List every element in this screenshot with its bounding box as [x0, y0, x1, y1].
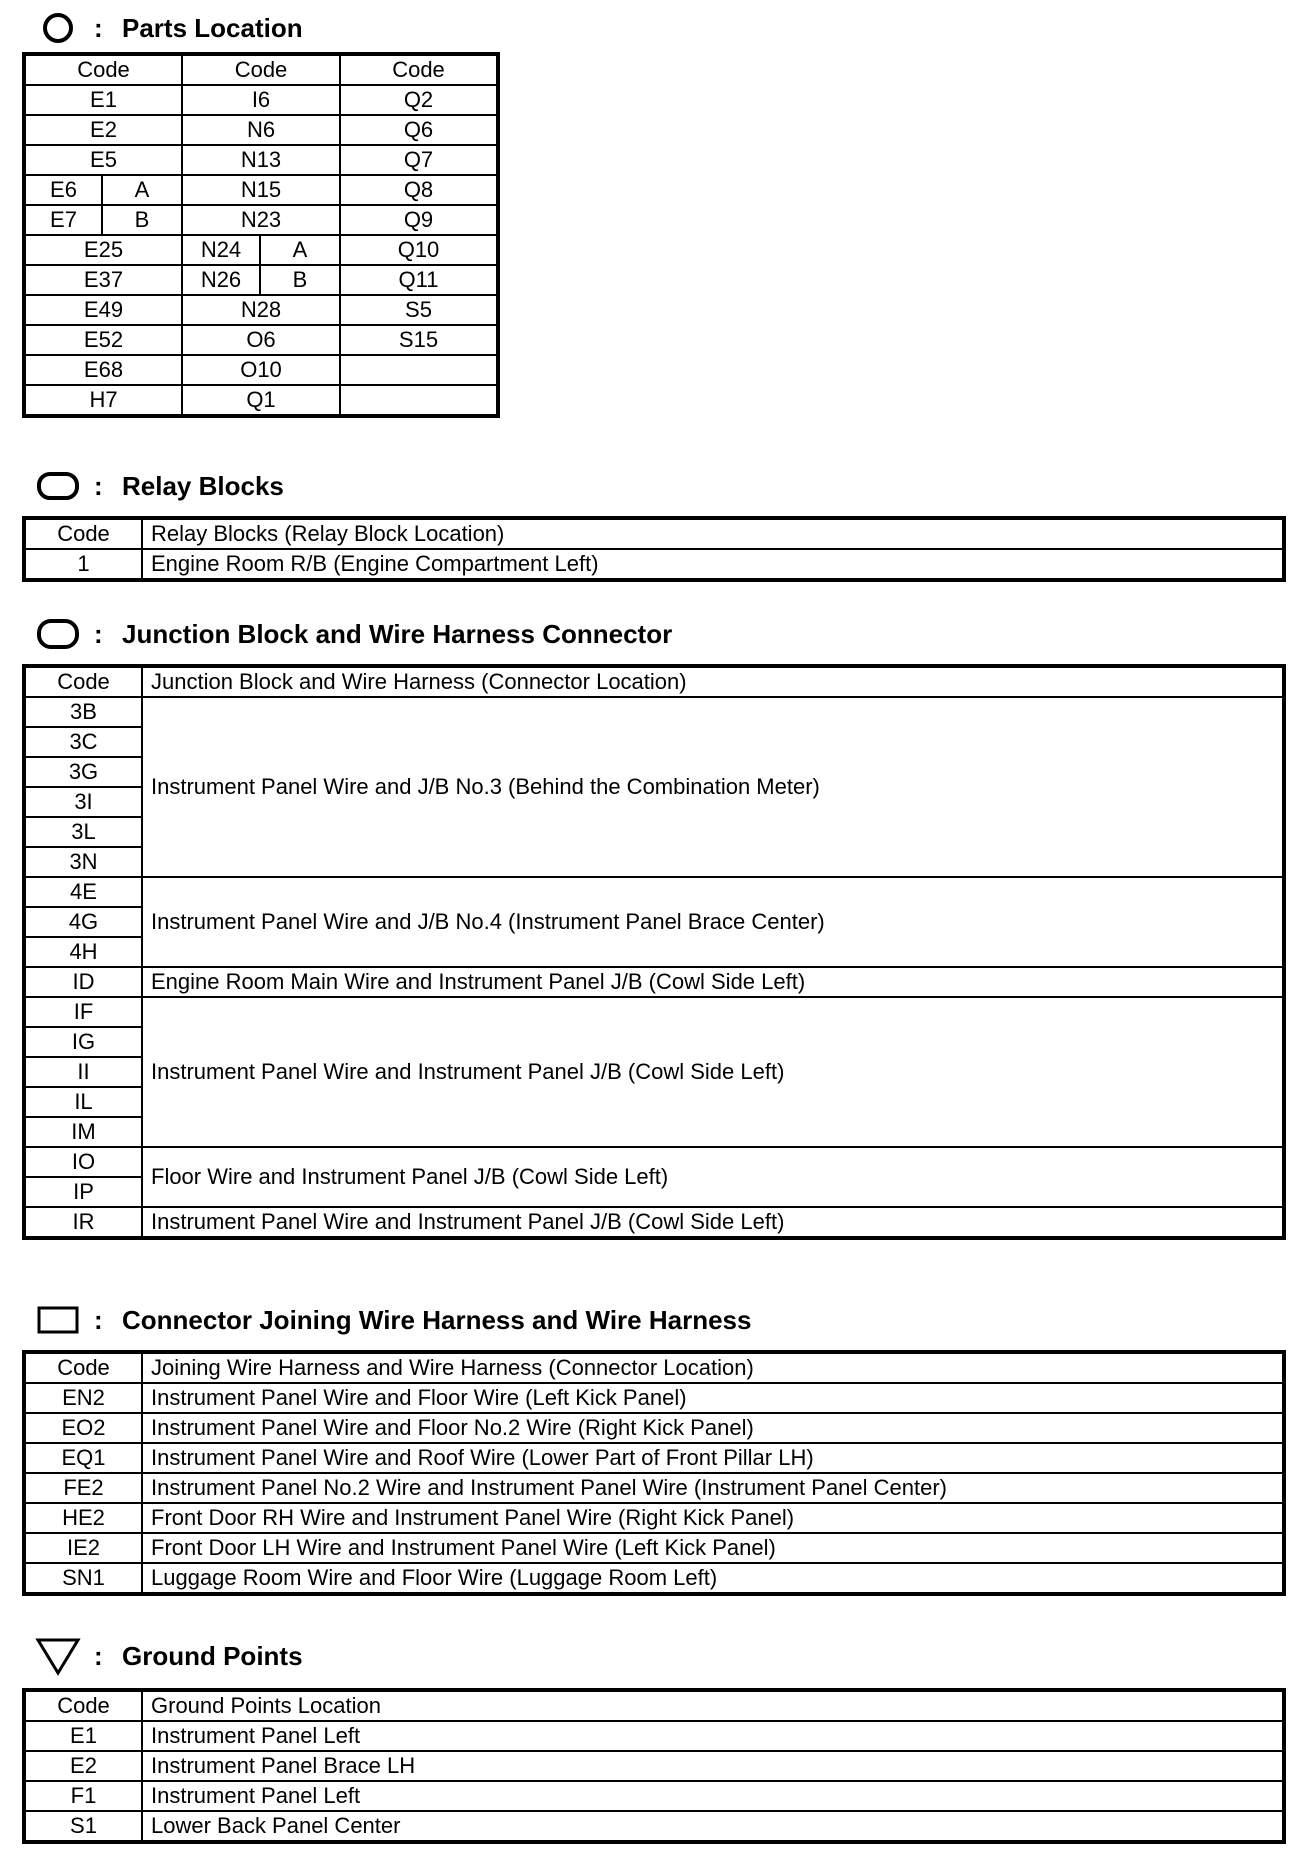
header-colon: :	[94, 1640, 103, 1671]
ground-points-table	[22, 1688, 1286, 1844]
table-row	[24, 1443, 1284, 1473]
connector-joining-title: Connector Joining Wire Harness and Wire Harness	[122, 1304, 752, 1335]
variant-cell: A	[102, 175, 182, 205]
code-cell: F1	[24, 1781, 142, 1811]
code-cell: IE2	[24, 1533, 142, 1563]
code-cell: IL	[24, 1087, 142, 1117]
column-header: Code	[24, 666, 142, 697]
variant-cell: B	[260, 265, 340, 295]
code-cell: N26	[182, 265, 260, 295]
code-cell: Q8	[340, 175, 498, 205]
relay-blocks-table	[22, 516, 1286, 582]
code-cell: N13	[182, 145, 340, 175]
ground-points-header	[22, 1634, 303, 1678]
column-header: Joining Wire Harness and Wire Harness (Connector Location)	[142, 1352, 1284, 1383]
code-cell: Q2	[340, 85, 498, 115]
code-cell: 3C	[24, 727, 142, 757]
code-cell: 3G	[24, 757, 142, 787]
code-cell: Q6	[340, 115, 498, 145]
table-row	[24, 1781, 1284, 1811]
code-cell: E37	[24, 265, 182, 295]
location-cell: Floor Wire and Instrument Panel J/B (Cowl Side Left)	[142, 1147, 1284, 1207]
code-cell: O10	[182, 355, 340, 385]
code-cell: 3N	[24, 847, 142, 877]
code-cell: 4G	[24, 907, 142, 937]
column-header: Code	[24, 54, 182, 85]
junction-block-header	[22, 612, 672, 656]
code-cell: IR	[24, 1207, 142, 1238]
code-cell: E2	[24, 115, 182, 145]
code-cell: S1	[24, 1811, 142, 1842]
code-cell: E5	[24, 145, 182, 175]
junction-block-table	[22, 664, 1286, 1240]
code-cell: IM	[24, 1117, 142, 1147]
code-cell: N6	[182, 115, 340, 145]
ground-points-title: Ground Points	[122, 1640, 303, 1671]
column-header: Junction Block and Wire Harness (Connector Location)	[142, 666, 1284, 697]
code-cell: 1	[24, 549, 142, 580]
code-cell: ID	[24, 967, 142, 997]
code-cell: EO2	[24, 1413, 142, 1443]
connector-joining-table	[22, 1350, 1286, 1596]
rectangle-icon	[22, 1298, 94, 1342]
location-cell: Instrument Panel No.2 Wire and Instrument Panel Wire (Instrument Panel Center)	[142, 1473, 1284, 1503]
junction-block-title: Junction Block and Wire Harness Connector	[122, 618, 673, 649]
code-cell: E52	[24, 325, 182, 355]
code-cell: 4E	[24, 877, 142, 907]
code-cell: O6	[182, 325, 340, 355]
header-colon: :	[94, 618, 103, 649]
parts-location-header	[22, 6, 303, 50]
code-cell: E1	[24, 85, 182, 115]
triangle-icon	[22, 1634, 94, 1678]
parts-location-title: Parts Location	[122, 12, 303, 43]
code-cell: N15	[182, 175, 340, 205]
location-cell: Instrument Panel Left	[142, 1721, 1284, 1751]
connector-joining-header	[22, 1298, 751, 1342]
variant-cell: B	[102, 205, 182, 235]
location-cell: Instrument Panel Left	[142, 1781, 1284, 1811]
empty-cell	[340, 385, 498, 416]
location-cell: Front Door LH Wire and Instrument Panel Wire (Left Kick Panel)	[142, 1533, 1284, 1563]
table-row	[24, 1811, 1284, 1842]
table-row	[24, 1503, 1284, 1533]
location-cell: Instrument Panel Wire and J/B No.3 (Behind the Combination Meter)	[142, 697, 1284, 877]
code-cell: EQ1	[24, 1443, 142, 1473]
header-colon: :	[94, 470, 103, 501]
column-header: Code	[24, 1690, 142, 1721]
code-cell: Q10	[340, 235, 498, 265]
code-cell: 3B	[24, 697, 142, 727]
table-row	[24, 1413, 1284, 1443]
table-row	[24, 1721, 1284, 1751]
code-cell: HE2	[24, 1503, 142, 1533]
table-row	[24, 1533, 1284, 1563]
code-cell: E25	[24, 235, 182, 265]
location-cell: Front Door RH Wire and Instrument Panel Wire (Right Kick Panel)	[142, 1503, 1284, 1533]
table-row	[24, 1473, 1284, 1503]
code-cell: N28	[182, 295, 340, 325]
code-cell: FE2	[24, 1473, 142, 1503]
rounded-rect-icon	[22, 464, 94, 508]
code-cell: E2	[24, 1751, 142, 1781]
table-row	[24, 1751, 1284, 1781]
header-colon: :	[94, 1304, 103, 1335]
code-cell: E7	[24, 205, 102, 235]
code-cell: N24	[182, 235, 260, 265]
location-cell: Instrument Panel Wire and J/B No.4 (Instrument Panel Brace Center)	[142, 877, 1284, 967]
code-cell: 3I	[24, 787, 142, 817]
code-cell: E6	[24, 175, 102, 205]
code-cell: H7	[24, 385, 182, 416]
code-cell: S15	[340, 325, 498, 355]
location-cell: Instrument Panel Wire and Roof Wire (Lower Part of Front Pillar LH)	[142, 1443, 1284, 1473]
location-cell: Luggage Room Wire and Floor Wire (Luggage Room Left)	[142, 1563, 1284, 1594]
variant-cell: A	[260, 235, 340, 265]
location-cell: Lower Back Panel Center	[142, 1811, 1284, 1842]
code-cell: N23	[182, 205, 340, 235]
code-cell: Q11	[340, 265, 498, 295]
relay-blocks-header	[22, 464, 284, 508]
code-cell: IG	[24, 1027, 142, 1057]
location-cell: Instrument Panel Wire and Floor Wire (Left Kick Panel)	[142, 1383, 1284, 1413]
parts-location-table	[22, 52, 500, 418]
code-cell: IO	[24, 1147, 142, 1177]
code-cell: 3L	[24, 817, 142, 847]
code-cell: II	[24, 1057, 142, 1087]
code-cell: IF	[24, 997, 142, 1027]
code-cell: S5	[340, 295, 498, 325]
location-cell: Instrument Panel Brace LH	[142, 1751, 1284, 1781]
code-cell: Q7	[340, 145, 498, 175]
column-header: Code	[24, 1352, 142, 1383]
code-cell: 4H	[24, 937, 142, 967]
code-cell: EN2	[24, 1383, 142, 1413]
code-cell: SN1	[24, 1563, 142, 1594]
code-cell: I6	[182, 85, 340, 115]
location-cell: Instrument Panel Wire and Instrument Panel J/B (Cowl Side Left)	[142, 1207, 1284, 1238]
circle-icon	[22, 6, 94, 50]
location-cell: Engine Room R/B (Engine Compartment Left)	[142, 549, 1284, 580]
column-header: Code	[340, 54, 498, 85]
location-cell: Instrument Panel Wire and Floor No.2 Wire (Right Kick Panel)	[142, 1413, 1284, 1443]
code-cell: E68	[24, 355, 182, 385]
relay-blocks-title: Relay Blocks	[122, 470, 284, 501]
code-cell: E49	[24, 295, 182, 325]
location-cell: Engine Room Main Wire and Instrument Panel J/B (Cowl Side Left)	[142, 967, 1284, 997]
table-row	[24, 1563, 1284, 1594]
code-cell: Q9	[340, 205, 498, 235]
column-header: Ground Points Location	[142, 1690, 1284, 1721]
column-header: Relay Blocks (Relay Block Location)	[142, 518, 1284, 549]
column-header: Code	[182, 54, 340, 85]
table-row	[24, 1383, 1284, 1413]
rounded-rect-icon	[22, 612, 94, 656]
code-cell: E1	[24, 1721, 142, 1751]
code-cell: IP	[24, 1177, 142, 1207]
column-header: Code	[24, 518, 142, 549]
location-cell: Instrument Panel Wire and Instrument Panel J/B (Cowl Side Left)	[142, 997, 1284, 1147]
code-cell: Q1	[182, 385, 340, 416]
header-colon: :	[94, 12, 103, 43]
empty-cell	[340, 355, 498, 385]
